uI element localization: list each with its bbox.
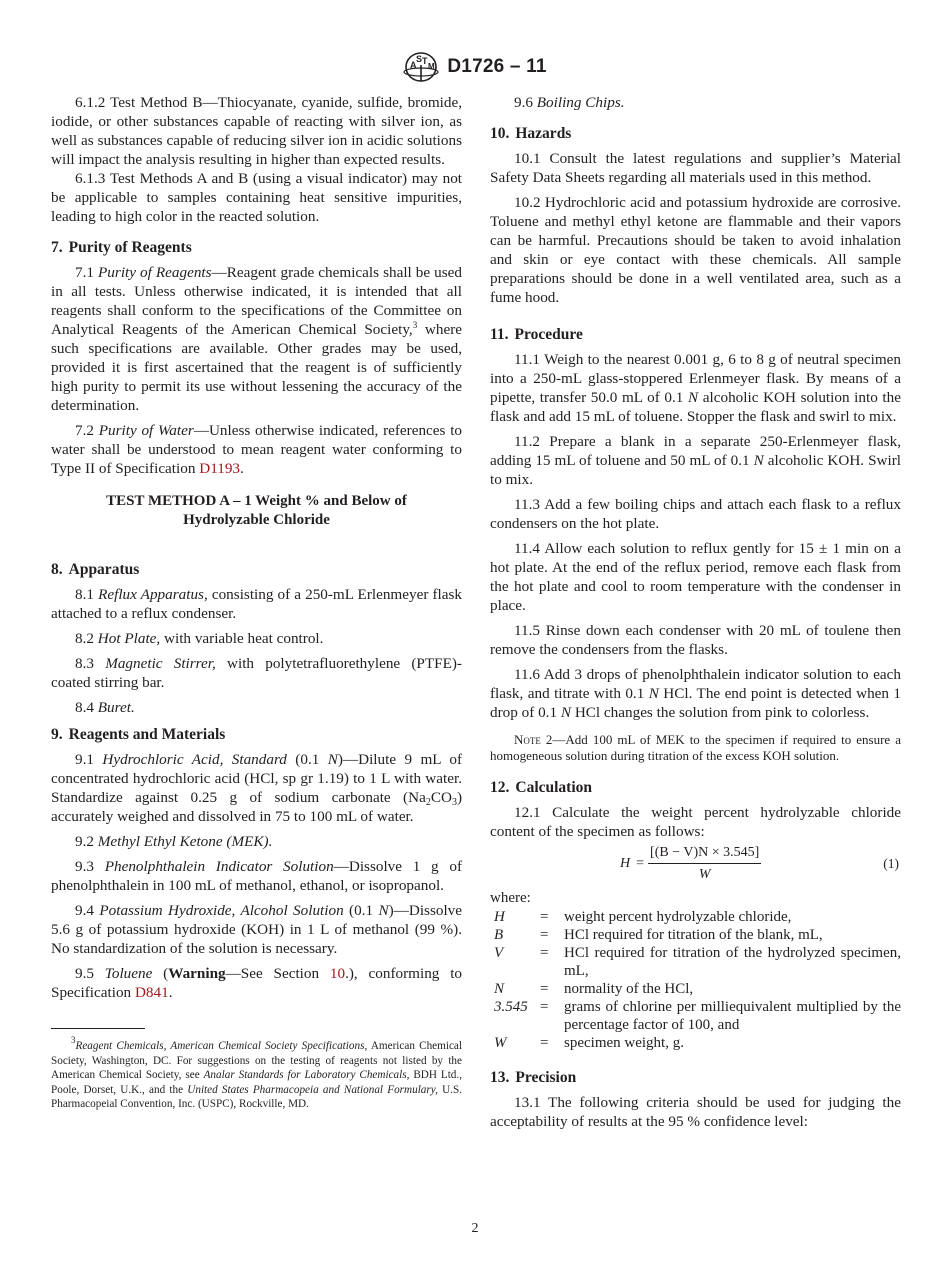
paragraph-text: Consult the latest regulations and supplier’s Material Safety Data Sheets regarding all materials used in this method. bbox=[490, 150, 902, 186]
paragraph-6-1-2 bbox=[51, 93, 462, 169]
def-equals: = bbox=[540, 927, 549, 943]
paragraph-text: HCl changes the solution from pink to colorless. bbox=[571, 704, 870, 721]
term: Methyl Ethyl Ketone (MEK). bbox=[97, 833, 273, 850]
term: Phenolphthalein Indicator Solution bbox=[104, 858, 334, 875]
section-label: 10.1 bbox=[514, 150, 541, 167]
term: Buret. bbox=[97, 699, 135, 716]
variable-definitions bbox=[494, 908, 901, 1052]
paragraph-text: Prepare a blank in a separate 250-Erlenmeyer flask, adding 15 mL of toluene and 50 mL of 0.1 bbox=[490, 433, 902, 469]
term: Purity of Water bbox=[98, 422, 194, 439]
definition-row bbox=[494, 908, 901, 926]
paragraph-text: CO bbox=[430, 789, 452, 806]
method-heading-line2: Hydrolyzable Chloride bbox=[183, 512, 330, 528]
paragraph-text: —Reagent grade chemicals shall be used in all tests. Unless otherwise indicated, it is intended that all reagents shall conform to the specifications of the Committee on Analytical Reagents of the American Chemical Society, bbox=[51, 264, 463, 338]
def-symbol: 3.545 bbox=[494, 999, 528, 1015]
section-heading-11 bbox=[490, 325, 901, 344]
term: Hydrochloric Acid, Standard bbox=[102, 751, 287, 768]
svg-text:S: S bbox=[416, 54, 423, 64]
section-label: 11.3 bbox=[514, 496, 541, 513]
section-title: Procedure bbox=[514, 326, 583, 343]
term: Toluene bbox=[104, 965, 153, 982]
def-equals: = bbox=[540, 945, 549, 961]
paragraph-8-4 bbox=[51, 698, 462, 717]
paragraph-text: Test Method B—Thiocyanate, cyanide, sulfide, bromide, iodide, or other substances capable of reacting with silver ion, as well as substances capable of reducing silver ion in acidic solutions will impact the analysis resulting in higher than expected results. bbox=[51, 94, 462, 168]
footnote-term: Reagent Chemicals, American Chemical Society Specifications bbox=[75, 1040, 365, 1052]
equation-body bbox=[620, 843, 761, 884]
section-label: 11.5 bbox=[514, 622, 541, 639]
section-label: 8.2 bbox=[75, 630, 94, 647]
def-equals: = bbox=[540, 981, 549, 997]
section-label: 6.1.3 bbox=[75, 170, 106, 187]
section-number: 7. bbox=[51, 239, 63, 256]
footnote-divider bbox=[51, 1028, 145, 1029]
section-heading-13 bbox=[490, 1068, 901, 1087]
section-label: 9.3 bbox=[75, 858, 94, 875]
section-label: 8.3 bbox=[75, 655, 94, 672]
equation-1 bbox=[490, 841, 901, 885]
paragraph-9-4 bbox=[51, 901, 462, 958]
paragraph-text: ) accurately weighed and dissolved in 75 to 100 mL of water. bbox=[51, 789, 462, 825]
term: Potassium Hydroxide, Alcohol Solution bbox=[99, 902, 344, 919]
def-text: HCl required for titration of the hydrolyzed specimen, mL, bbox=[564, 945, 901, 979]
paragraph-11-2 bbox=[490, 432, 901, 489]
link-d1193[interactable]: D1193 bbox=[199, 460, 241, 477]
paragraph-12-1 bbox=[490, 803, 901, 841]
section-heading-9 bbox=[51, 725, 462, 744]
definition-row bbox=[494, 1034, 901, 1052]
section-number: 10. bbox=[490, 125, 510, 142]
term: Boiling Chips. bbox=[536, 94, 625, 111]
paragraph-7-2 bbox=[51, 421, 462, 478]
document-id: D1726 – 11 bbox=[447, 56, 547, 77]
term: Hot Plate, bbox=[97, 630, 161, 647]
section-number: 12. bbox=[490, 779, 510, 796]
section-label: 7.2 bbox=[75, 422, 94, 439]
equals-sign: = bbox=[636, 855, 645, 871]
paragraph-13-1 bbox=[490, 1093, 901, 1131]
section-label: 9.2 bbox=[75, 833, 94, 850]
footnote-text: U.S. Pharmacopeial Convention, Inc. (USPC), Rockville, MD. bbox=[51, 1083, 462, 1110]
def-symbol: H bbox=[494, 909, 505, 925]
method-a-heading bbox=[51, 492, 462, 530]
equation-number: (1) bbox=[883, 855, 899, 871]
section-heading-7 bbox=[51, 238, 462, 257]
link-section-10[interactable]: 10 bbox=[329, 965, 346, 982]
equation-lhs: H bbox=[620, 855, 631, 871]
normality-symbol: N bbox=[688, 389, 699, 406]
def-text: specimen weight, g. bbox=[564, 1035, 684, 1051]
svg-text:M: M bbox=[428, 62, 436, 71]
paragraph-text: Weigh to the nearest 0.001 g, 6 to 8 g of neutral specimen into a 250-mL glass-stoppered Erlenmeyer flask. By means of a pipette, transfer 50.0 mL of 0.1 bbox=[490, 351, 901, 406]
page-header bbox=[0, 50, 950, 84]
section-label: 11.6 bbox=[514, 666, 541, 683]
equation-denominator: W bbox=[698, 866, 711, 882]
def-symbol: W bbox=[494, 1035, 507, 1051]
paragraph-text: .), conforming to Specification bbox=[51, 965, 463, 1001]
left-column bbox=[51, 93, 462, 1112]
section-label: 9.4 bbox=[75, 902, 94, 919]
paragraph-text: )—Dilute 9 mL of concentrated hydrochloric acid (HCl, sp gr 1.19) to 1 L with water. Standardize against 0.25 g of sodium carbonate (Na bbox=[51, 751, 463, 806]
section-label: 11.1 bbox=[514, 351, 541, 368]
equation-numerator: [(B − V)N × 3.545] bbox=[648, 843, 761, 864]
paragraph-text: Rinse down each condenser with 20 mL of toulene then remove the condensers from the flasks. bbox=[490, 622, 901, 658]
warning-label: Warning bbox=[168, 965, 226, 982]
section-title: Reagents and Materials bbox=[68, 726, 226, 743]
paragraph-11-1 bbox=[490, 350, 901, 426]
section-heading-10 bbox=[490, 124, 901, 143]
paragraph-6-1-3 bbox=[51, 169, 462, 226]
punctuation: . bbox=[168, 984, 173, 1001]
paragraph-text: )—Dissolve 5.6 g of potassium hydroxide (KOH) in 1 L of methanol (99 %). No standardization of the solution is necessary. bbox=[51, 902, 463, 957]
section-title: Hazards bbox=[515, 125, 572, 142]
right-column bbox=[490, 93, 901, 1131]
paragraph-text: —Unless otherwise indicated, references to water shall be understood to mean reagent water conforming to Type II of Specification bbox=[51, 422, 463, 477]
page-number: 2 bbox=[471, 1221, 479, 1236]
section-title: Precision bbox=[515, 1069, 577, 1086]
section-title: Purity of Reagents bbox=[68, 239, 192, 256]
section-label: 6.1.2 bbox=[75, 94, 106, 111]
astm-logo-icon bbox=[403, 51, 439, 83]
note-text: —Add 100 mL of MEK to the specimen if required to ensure a homogeneous solution during titration of the excess KOH solution. bbox=[490, 732, 901, 763]
paragraph-text: with polytetrafluorethylene (PTFE)-coated stirring bar. bbox=[51, 655, 462, 691]
section-label: 8.4 bbox=[75, 699, 94, 716]
normality-symbol: N bbox=[327, 751, 338, 768]
section-number: 8. bbox=[51, 561, 63, 578]
normality-symbol: N bbox=[560, 704, 572, 721]
section-title: Calculation bbox=[515, 779, 593, 796]
definition-row bbox=[494, 998, 901, 1034]
paragraph-text: The following criteria should be used for judging the acceptability of results at the 95 % confidence level: bbox=[490, 1094, 901, 1130]
def-symbol: N bbox=[494, 981, 505, 997]
section-number: 13. bbox=[490, 1069, 510, 1086]
def-text: weight percent hydrolyzable chloride, bbox=[564, 909, 792, 925]
def-text: normality of the HCl, bbox=[564, 981, 694, 997]
definition-row bbox=[494, 926, 901, 944]
normality-symbol: N bbox=[648, 685, 659, 702]
section-label: 11.4 bbox=[514, 540, 541, 557]
paragraph-11-6 bbox=[490, 665, 901, 722]
paragraph-text: consisting of a 250-mL Erlenmeyer flask attached to a reflux condenser. bbox=[51, 586, 462, 622]
def-symbol: B bbox=[494, 927, 504, 943]
svg-text:A: A bbox=[410, 60, 417, 70]
subscript: 2 bbox=[425, 797, 431, 808]
paragraph-9-2 bbox=[51, 832, 462, 851]
footnote-marker: 3 bbox=[71, 1035, 76, 1045]
definition-row bbox=[494, 980, 901, 998]
punctuation: ( bbox=[152, 965, 169, 982]
paragraph-text: where such specifications are available. Other grades may be used, provided it is first ascertained that the reagent is of sufficiently high purity to permit its use without lessening the accuracy of the determination. bbox=[51, 321, 463, 414]
method-heading-line1: TEST METHOD A – 1 Weight % and Below of bbox=[106, 493, 407, 509]
paragraph-text: HCl. The end point is detected when 1 drop of 0.1 bbox=[490, 685, 902, 721]
svg-text:T: T bbox=[422, 56, 428, 66]
paragraph-text: (0.1 bbox=[286, 751, 328, 768]
paragraph-11-3 bbox=[490, 495, 901, 533]
normality-symbol: N bbox=[753, 452, 764, 469]
section-label: 11.2 bbox=[514, 433, 541, 450]
paragraph-11-5 bbox=[490, 621, 901, 659]
section-label: 8.1 bbox=[75, 586, 94, 603]
paragraph-10-1 bbox=[490, 149, 901, 187]
footnote-3 bbox=[51, 1035, 462, 1112]
paragraph-text: Add a few boiling chips and attach each flask to a reflux condensers on the hot plate. bbox=[490, 496, 901, 532]
def-symbol: V bbox=[494, 945, 504, 961]
paragraph-text: Add 3 drops of phenolphthalein indicator solution to each flask, and titrate with 0.1 bbox=[490, 666, 901, 702]
section-number: 9. bbox=[51, 726, 63, 743]
paragraph-7-1 bbox=[51, 263, 462, 415]
where-label: where: bbox=[490, 890, 531, 906]
paragraph-10-2 bbox=[490, 193, 901, 307]
term: Magnetic Stirrer, bbox=[105, 655, 216, 672]
section-label: 12.1 bbox=[514, 804, 541, 821]
paragraph-text: (0.1 bbox=[343, 902, 379, 919]
def-text: grams of chlorine per milliequivalent multiplied by the percentage factor of 100, and bbox=[564, 999, 901, 1033]
section-number: 11. bbox=[490, 326, 509, 343]
paragraph-9-3 bbox=[51, 857, 462, 895]
paragraph-9-1 bbox=[51, 750, 462, 826]
note-2 bbox=[490, 732, 901, 764]
section-heading-8 bbox=[51, 560, 462, 579]
paragraph-text: Calculate the weight percent hydrolyzable chloride content of the specimen as follows: bbox=[490, 804, 901, 840]
def-equals: = bbox=[540, 999, 549, 1015]
footnote-text: , American Chemical Society, Washington, DC. For suggestions on the testing of reagents not listed by the American Chemical Society, see bbox=[51, 1040, 462, 1081]
def-equals: = bbox=[540, 1035, 549, 1051]
section-label: 7.1 bbox=[75, 264, 94, 281]
paragraph-text: alcoholic KOH solution into the flask and add 15 mL of toluene. Stopper the flask and swirl to mix. bbox=[490, 389, 901, 425]
link-d841[interactable]: D841 bbox=[134, 984, 169, 1001]
paragraph-text: —See Section bbox=[225, 965, 330, 982]
section-title: Apparatus bbox=[68, 561, 140, 578]
section-heading-12 bbox=[490, 778, 901, 797]
equation-fraction bbox=[648, 843, 761, 884]
subscript: 3 bbox=[451, 797, 457, 808]
paragraph-8-1 bbox=[51, 585, 462, 623]
paragraph-text: Test Methods A and B (using a visual indicator) may not be applicable to samples containing heat sensitive impurities, leading to high color in the reacted solution. bbox=[51, 170, 463, 225]
section-label: 9.5 bbox=[75, 965, 94, 982]
footnote-term: United States Pharmacopeia and National Formulary, bbox=[187, 1083, 438, 1096]
footnote-ref[interactable]: 3 bbox=[412, 320, 418, 330]
term: Reflux Apparatus, bbox=[98, 586, 208, 603]
footnote-text: BDH Ltd., Poole, Dorset, U.K., and the bbox=[51, 1069, 462, 1096]
def-text: HCl required for titration of the blank, mL, bbox=[564, 927, 823, 943]
section-label: 9.6 bbox=[514, 94, 533, 111]
paragraph-text: Hydrochloric acid and potassium hydroxide are corrosive. Toluene and methyl ethyl ketone are flammable and their vapors can be harmful. Precautions should be taken to avoid inhalation and skin or eye contact with these chemicals. All sample preparations should be done in a well ventilated area, such as a fume hood. bbox=[490, 194, 902, 306]
paragraph-text: —Dissolve 1 g of phenolphthalein in 100 mL of methanol, ethanol, or isopropanol. bbox=[51, 858, 462, 894]
paragraph-9-6 bbox=[490, 93, 901, 112]
footnote-term: Analar Standards for Laboratory Chemicals, bbox=[203, 1069, 410, 1081]
section-label: 10.2 bbox=[514, 194, 541, 211]
section-label: 13.1 bbox=[514, 1094, 541, 1111]
def-equals: = bbox=[540, 909, 549, 925]
paragraph-11-4 bbox=[490, 539, 901, 615]
paragraph-8-2 bbox=[51, 629, 462, 648]
term: Purity of Reagents bbox=[98, 264, 212, 281]
paragraph-8-3 bbox=[51, 654, 462, 692]
definition-row bbox=[494, 944, 901, 980]
paragraph-9-5 bbox=[51, 964, 462, 1002]
punctuation: . bbox=[240, 460, 244, 477]
paragraph-text: alcoholic KOH. Swirl to mix. bbox=[490, 452, 901, 488]
normality-symbol: N bbox=[378, 902, 389, 919]
paragraph-text: Allow each solution to reflux gently for 15 ± 1 min on a hot plate. At the end of the reflux period, remove each flask from the hot plate and cool to room temperature with the condenser in place. bbox=[490, 540, 901, 614]
note-label: Note 2 bbox=[514, 732, 553, 747]
section-label: 9.1 bbox=[75, 751, 94, 768]
paragraph-text: with variable heat control. bbox=[160, 630, 324, 647]
